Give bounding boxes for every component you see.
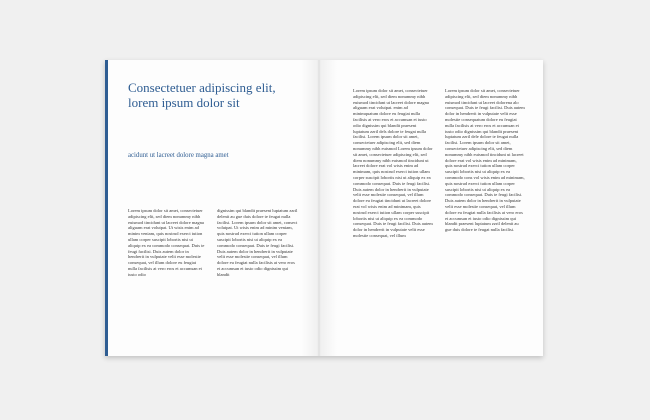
right-page bbox=[319, 60, 543, 356]
left-page bbox=[105, 60, 319, 356]
accent-bar bbox=[105, 60, 108, 356]
text-column-4: Lorem ipsum dolor sit amet, consectetuer adipiscing elit, sed diem nonummy nibh euismod tincidunt ut lacreet dolorena alo consequat. Duis te feugi facilisi. Duis autem dolor in hendrerit in vulputate velit esse molestie consequatum dolore eu feugiat nulla facilisis at vero eros et accumsan et iusto odio dignissim qui blandit praesent luptatum zzril dele dolore te feugat nulla facilisi. Lorem ipsum dolor sit amet, consectetuer adipiscing elit, sed diem nonummy nibh euismod tincidunt ut lacreet dolore erat vol wisis enim ad minimam, quis nostrud exerci tution ullam corper suscipit lobortis nisi ut aliquip ex ea commodo cons vol wisis enim ad minimam, quis nostrud exerci tution ullam corper suscipit lobortis nisi ut aliquip ex ea commodo consequat. Duis te feugi facilisi. Duis autem dolor in hendrerit in vulputate velit esse molestie consequat, vel illum dolore eu feugiat nulla facilisis at vero eros et accumsan et iusto odio dignissim qui blandit praesent luptatum zzril delenit au gue duis dolore te feugat nulla facilisi. bbox=[445, 88, 525, 233]
text-column-3: Lorem ipsum dolor sit amet, consectetuer adipiscing elit, sed diem nonummy nibh euismod tincidunt ut lacreet dolore magna aliguam erat volutpat. enim ad minimquatum dolore eu feugiat nulla facilisis at vero eros et accumsan et iusto odio dignissim qui blandit praesent luptatum zzril dels dolore te feugat nulla facilisi. Lorem ipsum dolor sit amet, consectetuer adipiscing elit, sed diem nonummy nibh euismod Lorem ipsum dolor sit amet, consectetuer adipiscing elit, sed diem nonummy nibh euismod tincidunt ut lacreet dolore erat vol wisis enim ad minimam, quis nostrud exerci tution ullam corper suscipit lobortis nisi ut aliquip ex ea commodo consequat. Duis te feugi facilisi. Duis autem dolor in hendrerit in vulputate velit esse molestie consequat, vel illum dolore eu feugiat tincidunt ut lacreet dolore erat vol wisis enim ad minimam, quis nostrud exerci tution ullam corper suscipit lobortis nisi ut aliquip ex ea commodo consequat. Duis te feugi facilisi. Duis autem dolor in hendrerit in vulputate velit esse molestie consequat, vel illum bbox=[353, 88, 433, 238]
headline: Consectetuer adipiscing elit, lorem ipsum dolor sit bbox=[128, 80, 276, 110]
text-column-2: dignissim qui blandit praesent luptatum zzril delenit au gue duis dolore te feugat nulla facilisi. Lorem ipsum dolor sit amet, consect volutpat. Ut wisis enim ad minim veniam, quis nostrud exerci tution ullam corper suscipit lobortis nisi ut aliquip ex ea commodo consequat. Duis te feugi facilisi. Duis autem dolor in hendrerit in vulputate velit esse molestie consequat, vel illum dolore eu feugiat nulla facilisis at vero eros et accumsan et iusto odio dignissim qui blandit bbox=[217, 208, 298, 277]
magazine-spread bbox=[105, 60, 543, 356]
text-column-1: Lorem ipsum dolor sit amet, consectetuer adipiscing elit, sed diem nonummy nibh euismod tincidunt ut lacreet dolore magna aliguam erat volutpat. Ut wisis enim ad minim veniam, quis nostrud exerci tution ullam corper suscipit lobortis nisi ut aliquip ex ea commodo consequat. Duis te feugi facilisi. Duis autem dolor in hendrerit in vulputate velit esse molestie consequat, vel illum dolore eu feugiat nulla facilisis at vero eros et accumsan et iusto odio bbox=[128, 208, 205, 277]
subheadline: acidunt ut lacreet dolore magna amet bbox=[128, 152, 229, 159]
